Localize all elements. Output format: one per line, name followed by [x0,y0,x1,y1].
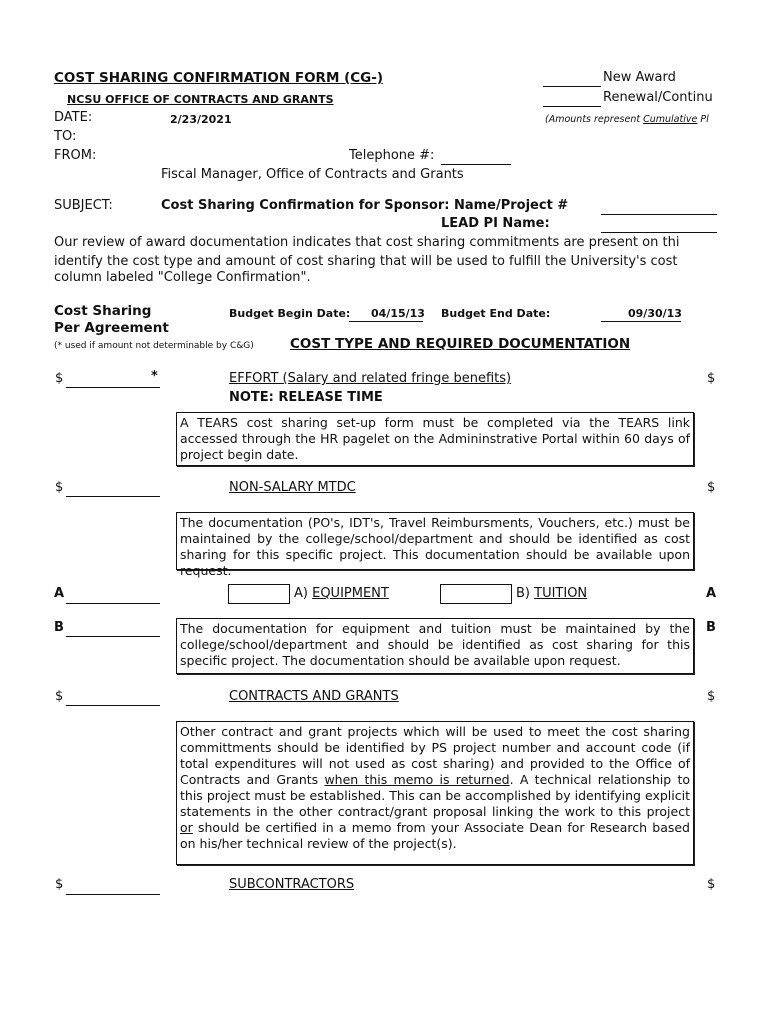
nonsalary-label: NON-SALARY MTDC [229,480,356,495]
office-name-text: NCSU OFFICE OF CONTRACTS AND GRANTS [67,93,334,106]
contracts-instructions-box [176,721,694,865]
used-note: (* used if amount not determinable by C&G) [54,341,254,351]
nonsalary-dollar: $ [55,480,64,495]
tuition-checkbox[interactable] [440,584,512,604]
contracts-text-2: . A technical relationship to this project must be established. This can be accomplished by identifying explicit statements in the other contract/grant proposal linking the work to this project [180,772,691,819]
effort-star: * [151,369,158,384]
equipment-prefix: A) [294,586,313,601]
subcontractors-dollar: $ [55,877,64,892]
college-letter-b: B [706,620,716,635]
intro-line-1: Our review of award documentation indicates that cost sharing commitments are present on thi [54,235,680,250]
contracts-label: CONTRACTS AND GRANTS [229,689,399,704]
new-award-blank[interactable] [543,86,601,87]
intro-line-2: identify the cost type and amount of cost sharing that will be used to fulfill the University's cost [54,254,678,269]
subcontractors-label: SUBCONTRACTORS [229,877,355,892]
date-value[interactable]: 2/23/2021 [170,113,232,126]
date-label: DATE: [54,110,93,125]
telephone-label: Telephone #: [349,148,435,163]
telephone-blank[interactable] [441,164,511,165]
amounts-note [545,114,709,125]
form-title: COST SHARING CONFIRMATION FORM (CG-) [54,70,384,86]
contracts-dollar: $ [55,689,64,704]
renewal-label: Renewal/Continu [603,90,713,105]
cost-sharing-heading-2: Per Agreement [54,320,169,336]
contracts-project-blank[interactable] [280,864,652,865]
budget-end-value[interactable]: 09/30/13 [628,307,682,320]
cost-type-heading: COST TYPE AND REQUIRED DOCUMENTATION [290,336,631,352]
effort-instructions-box: A TEARS cost sharing set-up form must be completed via the TEARS link accessed through the HR pagelet on the Admininstrative Portal within 60 days of project begin date. [176,412,694,466]
college-letter-a: A [706,586,717,601]
equipment-amount-blank[interactable] [66,603,160,604]
equipment-instructions-box: The documentation for equipment and tuition must be maintained by the college/school/department and should be identified as cost sharing for this specific project. The documentation should be available upon request. [176,618,694,674]
equipment-label: EQUIPMENT [312,586,389,601]
amounts-note-prefix: (Amounts represent [545,114,644,125]
contracts-text-underlined-2: or [180,820,193,835]
amounts-note-cumulative: Cumulative [643,114,698,125]
contracts-college-dollar: $ [707,689,716,704]
tuition-label: TUITION [534,586,588,601]
cost-sharing-heading-1: Cost Sharing [54,303,152,319]
effort-dollar: $ [55,371,64,386]
effort-amount-blank[interactable] [66,387,160,388]
equipment-checkbox[interactable] [228,584,290,604]
tuition-option [516,586,587,601]
budget-begin-label: Budget Begin Date: [229,307,351,320]
project-number-blank[interactable] [601,214,717,215]
renewal-blank[interactable] [543,106,601,107]
effort-college-dollar: $ [707,371,716,386]
amounts-note-suffix: Pl [697,114,709,125]
lead-pi-blank[interactable] [601,232,717,233]
from-title: Fiscal Manager, Office of Contracts and Grants [161,167,464,182]
budget-begin-underline [349,321,423,322]
tuition-amount-blank[interactable] [66,636,160,637]
nonsalary-amount-blank[interactable] [66,496,160,497]
equipment-option [294,586,389,601]
to-label: TO: [54,129,77,144]
budget-begin-value[interactable]: 04/15/13 [371,307,425,320]
from-label: FROM: [54,148,97,163]
tuition-letter-b: B [54,620,64,635]
lead-pi-label: LEAD PI Name: [441,216,550,231]
subcontractors-amount-blank[interactable] [66,894,160,895]
new-award-label: New Award [603,70,676,85]
contracts-text-1: Other contract and grant projects which will be used to meet the cost sharing committments should be identified by PS project number and account code (if total expenditures will not used as cost sharing) and provided to the Office of Contracts and Grants [180,724,690,787]
nonsalary-college-dollar: $ [707,480,716,495]
release-time-note: NOTE: RELEASE TIME [229,390,383,405]
equipment-letter-a: A [54,586,65,601]
budget-end-underline [601,321,681,322]
effort-label: EFFORT (Salary and related fringe benefits) [229,371,512,386]
tuition-prefix: B) [516,586,535,601]
contracts-amount-blank[interactable] [66,705,160,706]
budget-end-label: Budget End Date: [441,307,551,320]
intro-line-3: column labeled "College Confirmation". [54,270,311,285]
contracts-text-underlined-1: when this memo is returned [324,772,510,787]
subject-value: Cost Sharing Confirmation for Sponsor: Name/Project # [161,198,569,213]
nonsalary-instructions-box: The documentation (PO's, IDT's, Travel Reimbursments, Vouchers, etc.) must be maintained by the college/school/department and should be identified as cost sharing for this specific project. This documentation should be available upon request. [176,512,694,570]
contracts-text-3: should be certified in a memo from your Associate Dean for Research based on his/her technical review of the project(s). [180,820,690,851]
subcontractors-college-dollar: $ [707,877,716,892]
office-name [67,93,334,106]
subject-label: SUBJECT: [54,198,113,213]
